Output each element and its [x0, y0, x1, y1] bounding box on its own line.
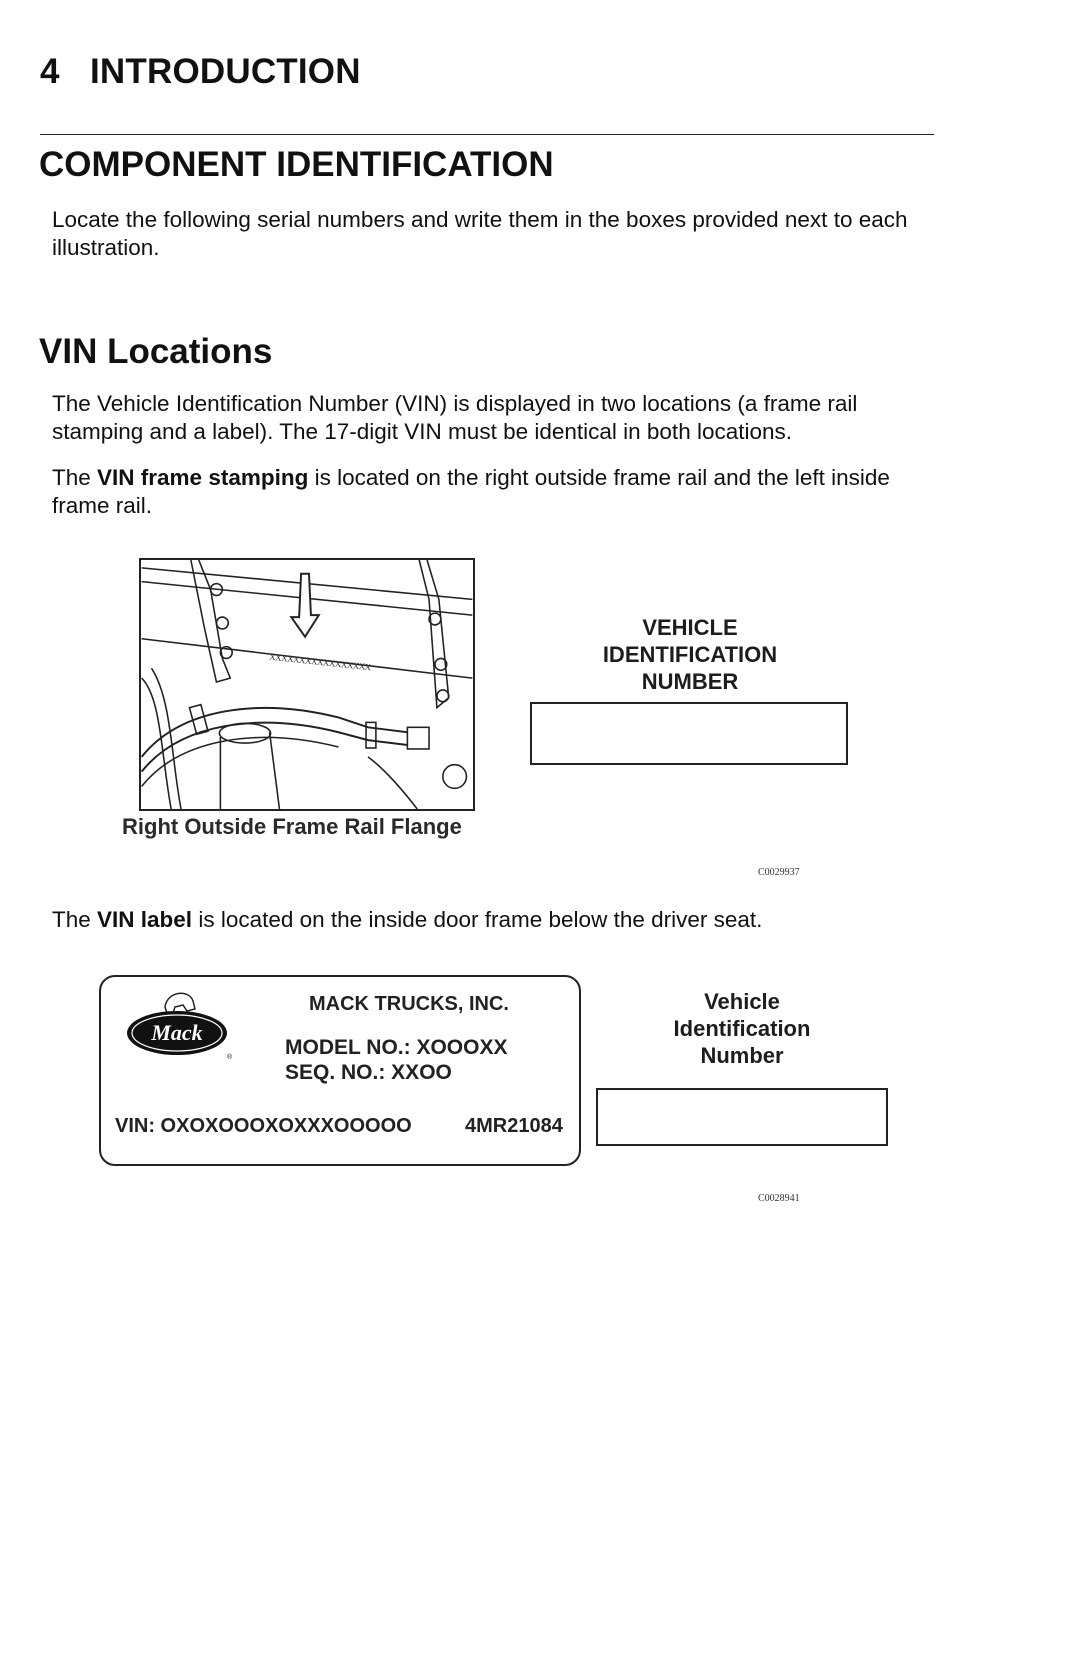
emphasis-vin-label: VIN label [97, 907, 193, 932]
section-title: COMPONENT IDENTIFICATION [39, 145, 554, 184]
label-seq-no: SEQ. NO.: XXOO [285, 1061, 452, 1084]
vin-label-paragraph [52, 906, 932, 934]
frame-stamping-vin: XXXXXXXXXXXXXXXXX [268, 651, 372, 673]
label-company: MACK TRUCKS, INC. [309, 993, 509, 1015]
label-model-no: MODEL NO.: XOOOXX [285, 1036, 508, 1059]
heading-line: Number [700, 1043, 784, 1068]
chapter-heading [40, 52, 361, 92]
text: The [52, 907, 98, 932]
label-model-seq [285, 1035, 507, 1085]
figure1-caption: Right Outside Frame Rail Flange [122, 814, 462, 839]
text: The [52, 465, 98, 490]
label-serial: 4MR21084 [465, 1115, 563, 1137]
vin-entry-box-frame-stamping[interactable] [530, 702, 848, 765]
vin-frame-stamping-paragraph [52, 464, 932, 520]
chapter-number: 4 [40, 52, 60, 91]
figure-code: C0028941 [758, 1193, 800, 1204]
text: is located on the inside door frame below the driver seat. [192, 907, 763, 932]
vin-description-paragraph: The Vehicle Identification Number (VIN) is displayed in two locations (a frame rail stamping and a label). The 17-digit VIN must be identical in both locations. [52, 391, 858, 444]
vin-box-heading-2 [600, 988, 884, 1069]
text: is located on the right outside frame rail and the left inside frame rail. [52, 465, 890, 518]
figure-code: C0029937 [758, 867, 800, 878]
heading-line: IDENTIFICATION [602, 642, 778, 667]
chapter-title: INTRODUCTION [90, 52, 361, 91]
frame-rail-illustration [139, 558, 475, 811]
vin-label-illustration [99, 975, 581, 1166]
mack-logo-icon [123, 985, 233, 1065]
label-vin: VIN: OXOXOOOXOXXXOOOOO [115, 1115, 412, 1137]
heading-line: NUMBER [641, 669, 739, 694]
vin-locations-title: VIN Locations [39, 332, 273, 371]
heading-line: VEHICLE [642, 615, 738, 640]
vin-box-heading [530, 614, 850, 695]
emphasis-vin-frame-stamping: VIN frame stamping [97, 465, 309, 490]
section-divider [40, 134, 934, 135]
intro-paragraph: Locate the following serial numbers and write them in the boxes provided next to each illustration. [52, 207, 908, 260]
svg-text:®: ® [227, 1054, 233, 1061]
heading-line: Identification [673, 1016, 811, 1041]
vin-entry-box-label[interactable] [596, 1088, 888, 1146]
heading-line: Vehicle [704, 989, 780, 1014]
svg-text:Mack: Mack [151, 1020, 203, 1045]
